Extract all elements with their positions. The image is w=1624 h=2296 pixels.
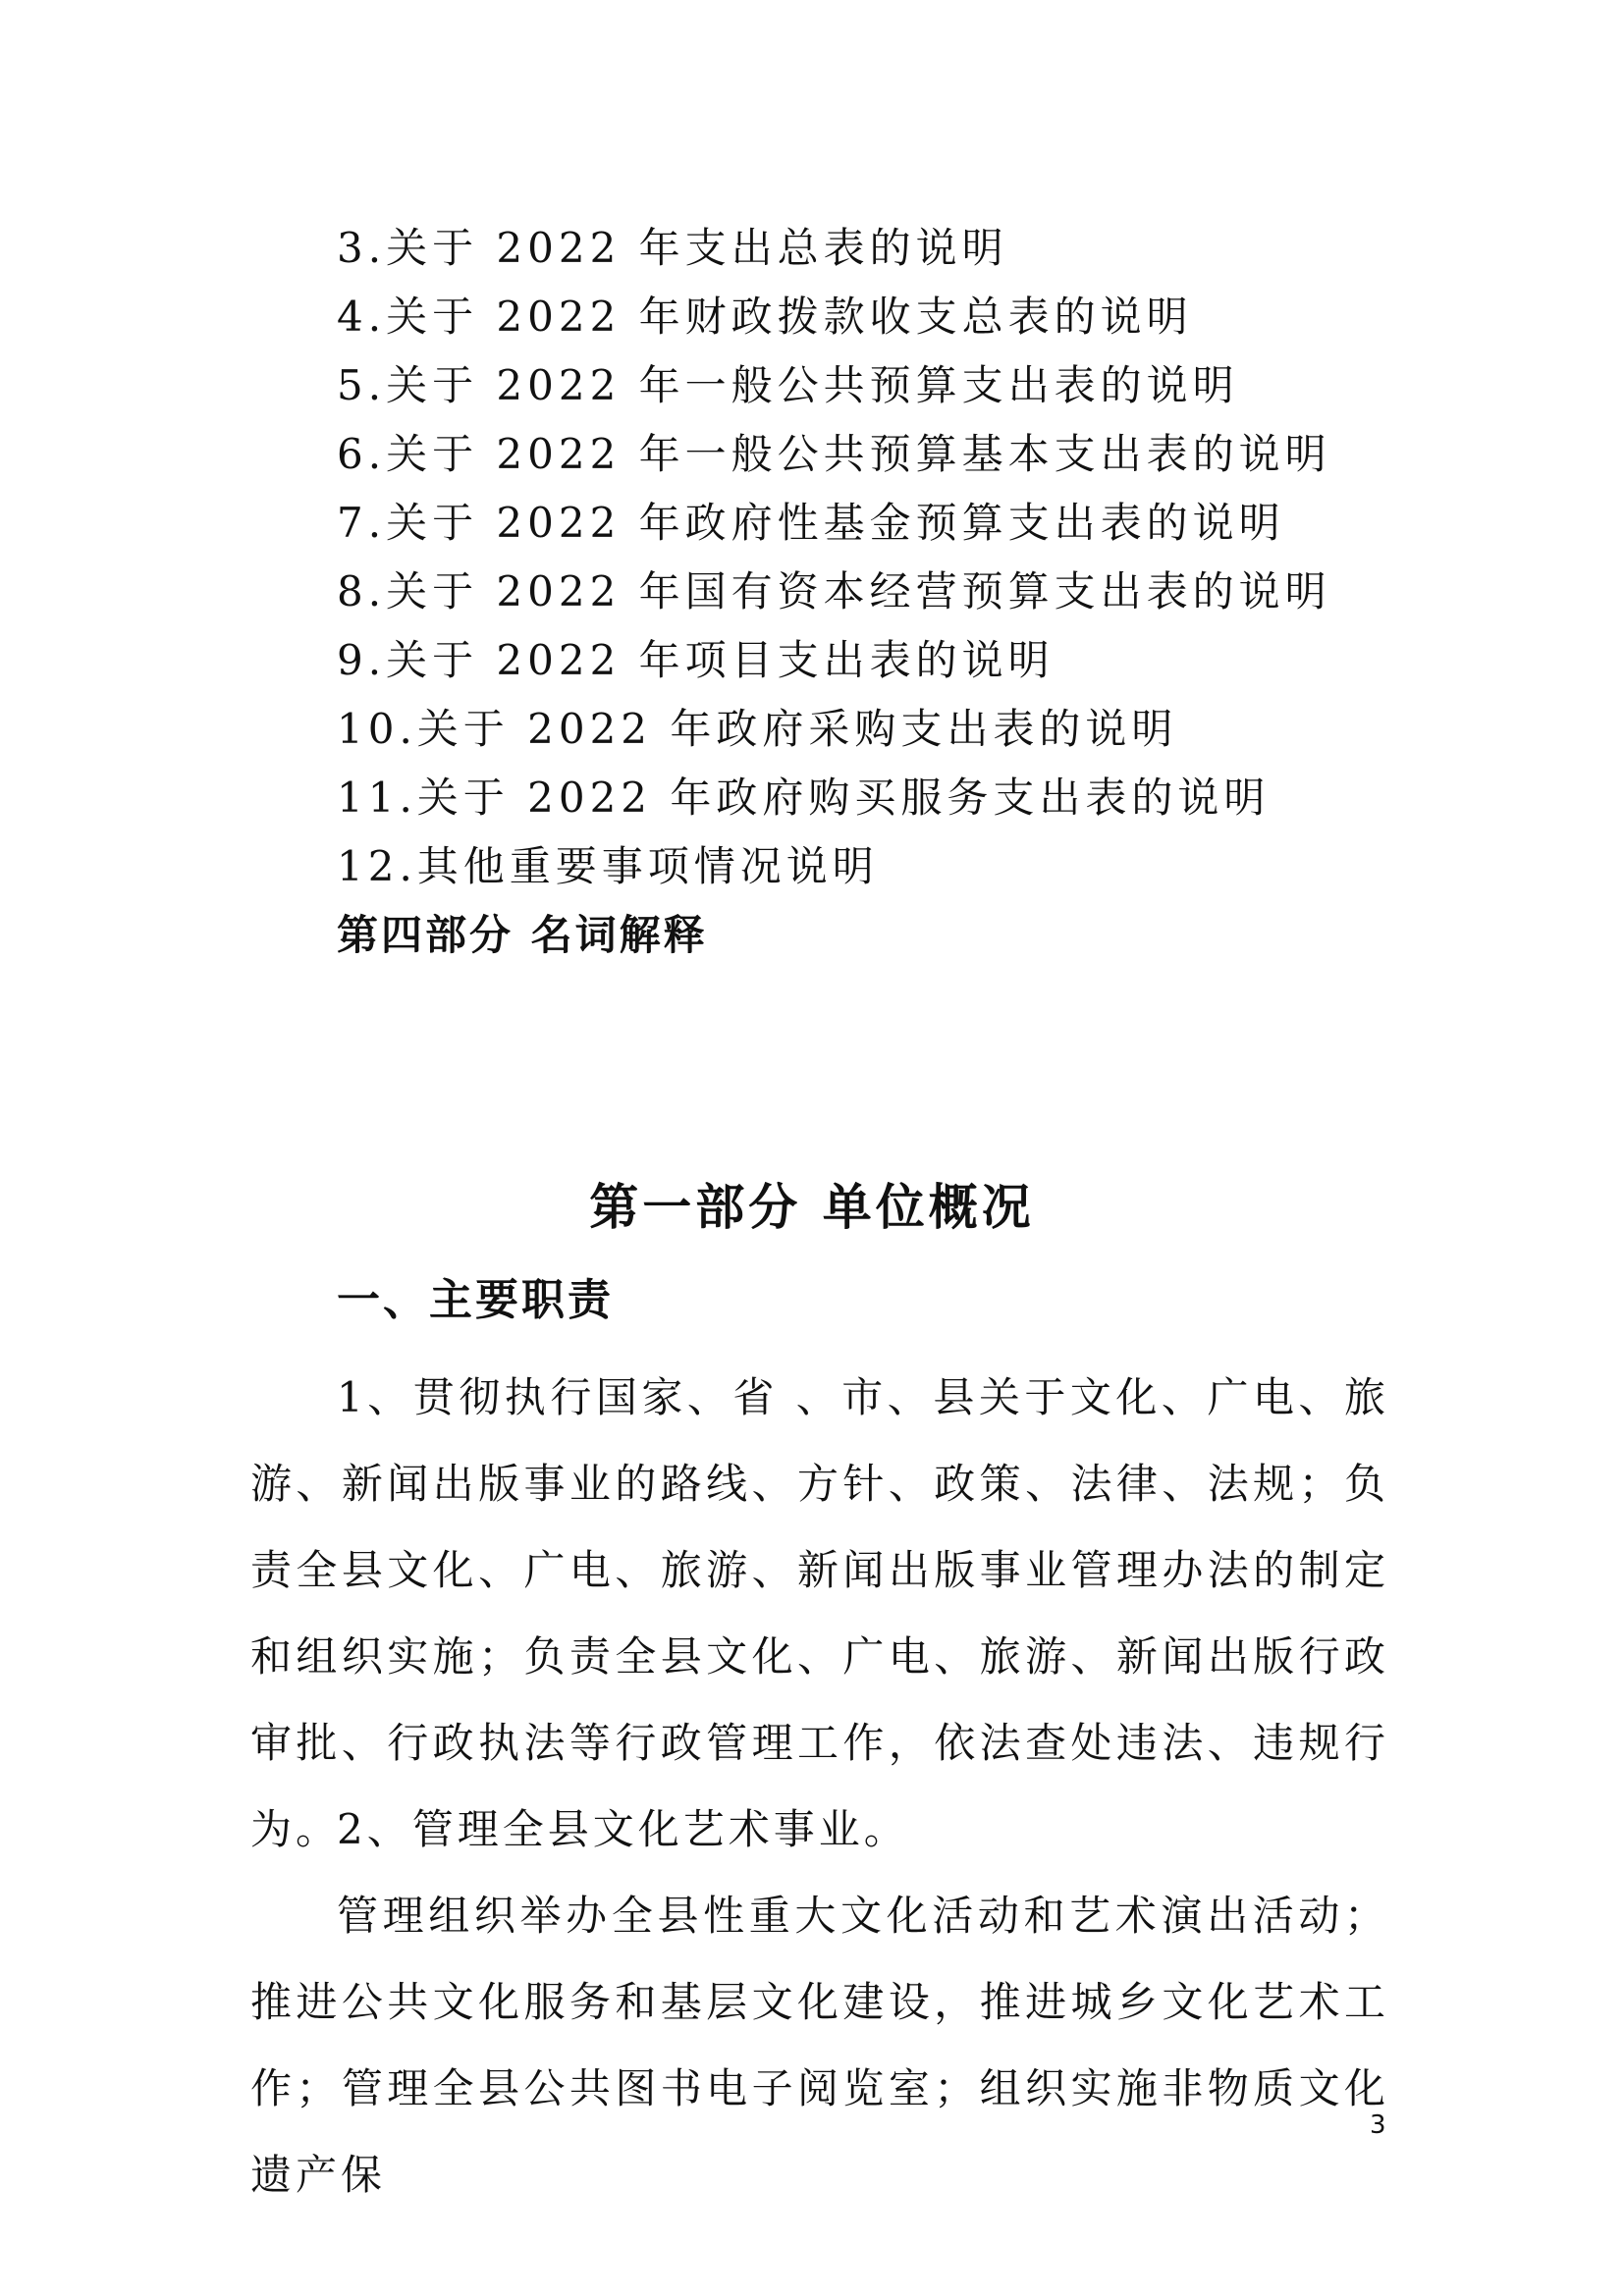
toc-item: 7.关于 2022 年政府性基金预算支出表的说明 (337, 499, 1285, 547)
toc-item: 6.关于 2022 年一般公共预算基本支出表的说明 (337, 430, 1331, 478)
body-paragraph-block-2 (250, 1787, 1389, 1873)
page-number: 3 (1370, 2110, 1386, 2140)
part1-title: 第一部分 单位概况 (589, 1179, 1035, 1236)
toc-item: 9.关于 2022 年项目支出表的说明 (337, 636, 1055, 684)
toc-item: 11.关于 2022 年政府购买服务支出表的说明 (337, 774, 1271, 822)
table-of-contents (337, 214, 1466, 970)
toc-item: 3.关于 2022 年支出总表的说明 (337, 224, 1008, 272)
toc-item: 4.关于 2022 年财政拨款收支总表的说明 (337, 293, 1193, 341)
toc-part4-heading: 第四部分 名词解释 (337, 911, 708, 959)
body-paragraph: 管理组织举办全县性重大文化活动和艺术演出活动；推进公共文化服务和基层文化建设，推进城乡文化艺术工作；管理全县公共图书电子阅览室；组织实施非物质文化遗产保 (250, 1892, 1389, 2199)
toc-item: 8.关于 2022 年国有资本经营预算支出表的说明 (337, 567, 1331, 615)
body-paragraph: 2、管理全县文化艺术事业。 (337, 1805, 909, 1853)
body-paragraph: 1、贯彻执行国家、省 、市、县关于文化、广电、旅游、新闻出版事业的路线、方针、政策、法律、法规；负责全县文化、广电、旅游、新闻出版事业管理办法的制定和组织实施；负责全县文化、广电、旅游、新闻出版行政审批、行政执法等行政管理工作，依法查处违法、违规行为。 (250, 1373, 1389, 1853)
toc-item: 10.关于 2022 年政府采购支出表的说明 (337, 705, 1178, 753)
section-heading-main-duties: 一、主要职责 (337, 1275, 614, 1325)
body-paragraph-block-3 (250, 1873, 1389, 2218)
toc-item: 5.关于 2022 年一般公共预算支出表的说明 (337, 361, 1239, 409)
toc-item: 12.其他重要事项情况说明 (337, 842, 879, 890)
